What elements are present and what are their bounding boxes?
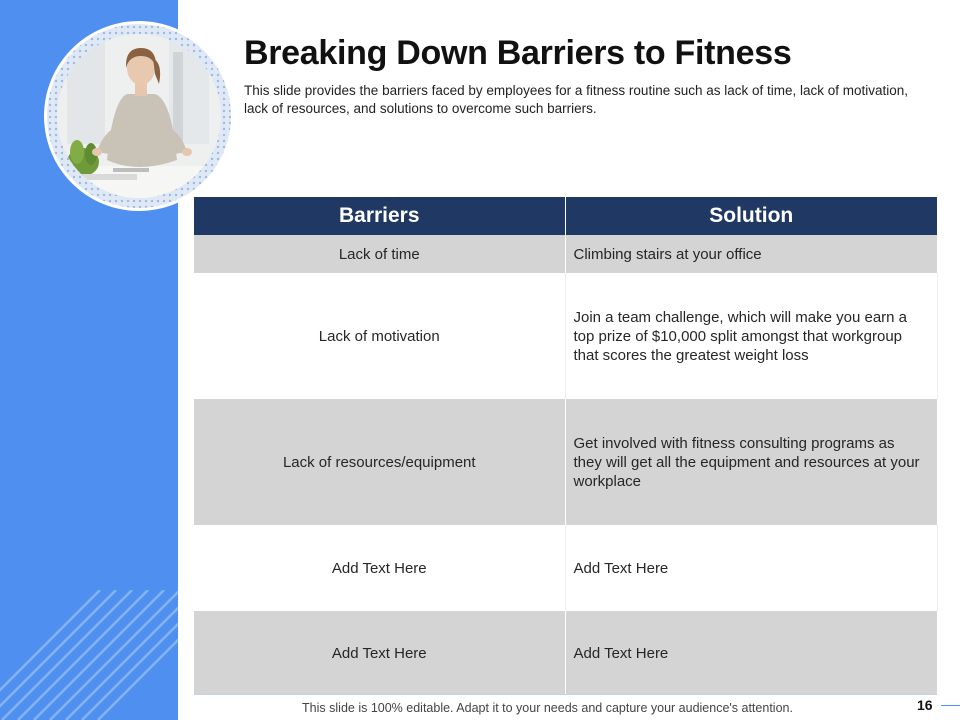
table-header-row (194, 197, 937, 235)
slide-title: Breaking Down Barriers to Fitness (244, 34, 792, 72)
page-number: 16 (917, 697, 933, 713)
meditating-woman-photo (57, 34, 221, 198)
header-barriers: Barriers (194, 197, 565, 235)
barrier-cell: Add Text Here (194, 525, 565, 611)
slide-subtitle: This slide provides the barriers faced by employees for a fitness routine such as lack of time, lack of motivation, lack of resources, and solutions to overcome such barriers. (244, 83, 909, 116)
footer-note: This slide is 100% editable. Adapt it to your needs and capture your audience's attention. (302, 701, 793, 715)
footer-divider (194, 694, 937, 695)
table-row (194, 399, 937, 525)
solution-cell: Climbing stairs at your office (565, 235, 937, 273)
table-row (194, 611, 937, 695)
solution-cell: Add Text Here (565, 525, 937, 611)
photo-circle-frame (44, 21, 234, 211)
barrier-cell: Lack of time (194, 235, 565, 273)
table-row (194, 525, 937, 611)
table-row (194, 273, 937, 399)
page-number-rule (941, 705, 960, 706)
solution-cell: Add Text Here (565, 611, 937, 695)
header-solution: Solution (565, 197, 937, 235)
barrier-cell: Add Text Here (194, 611, 565, 695)
solution-cell: Get involved with fitness consulting programs as they will get all the equipment and resources at your workplace (565, 399, 937, 525)
barriers-solutions-table (194, 197, 938, 695)
barrier-cell: Lack of motivation (194, 273, 565, 399)
table-row (194, 235, 937, 273)
solution-cell: Join a team challenge, which will make you earn a top prize of $10,000 split amongst that workgroup that scores the greatest weight loss (565, 273, 937, 399)
barrier-cell: Lack of resources/equipment (194, 399, 565, 525)
